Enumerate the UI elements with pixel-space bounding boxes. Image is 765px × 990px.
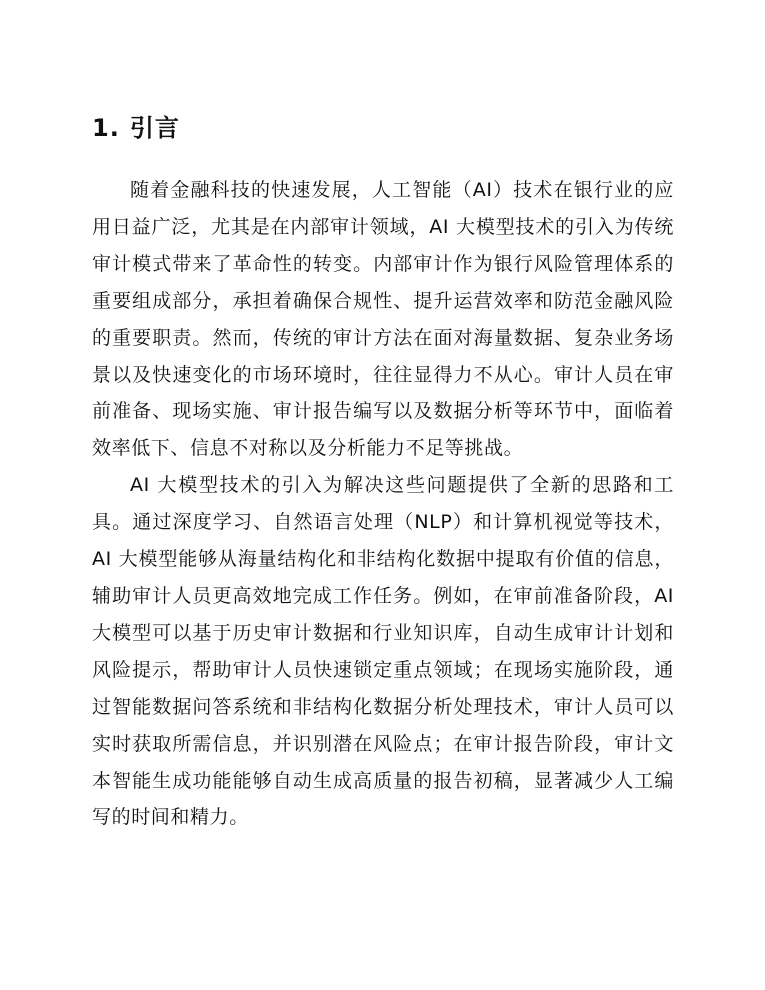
section-body: [92, 172, 674, 836]
paragraph-2: AI 大模型技术的引入为解决这些问题提供了全新的思路和工具。通过深度学习、自然语言处理（NLP）和计算机视觉等技术，AI 大模型能够从海量结构化和非结构化数据中提取有价值的信息，辅助审计人员更高效地完成工作任务。例如，在审前准备阶段，AI 大模型可以基于历史审计数据和行业知识库，自动生成审计计划和风险提示，帮助审计人员快速锁定重点领域；在现场实施阶段，通过智能数据问答系统和非结构化数据分析处理技术，审计人员可以实时获取所需信息，并识别潜在风险点；在审计报告阶段，审计文本智能生成功能能够自动生成高质量的报告初稿，显著减少人工编写的时间和精力。: [92, 474, 674, 829]
section-title: 引言: [129, 114, 180, 142]
paragraph-1: 随着金融科技的快速发展，人工智能（AI）技术在银行业的应用日益广泛，尤其是在内部审计领域，AI 大模型技术的引入为传统审计模式带来了革命性的转变。内部审计作为银行风险管理体系的重要组成部分，承担着确保合规性、提升运营效率和防范金融风险的重要职责。然而，传统的审计方法在面对海量数据、复杂业务场景以及快速变化的市场环境时，往往显得力不从心。审计人员在审前准备、现场实施、审计报告编写以及数据分析等环节中，面临着效率低下、信息不对称以及分析能力不足等挑战。: [92, 179, 674, 460]
section-heading: [92, 112, 180, 144]
section-number: 1.: [92, 114, 120, 142]
